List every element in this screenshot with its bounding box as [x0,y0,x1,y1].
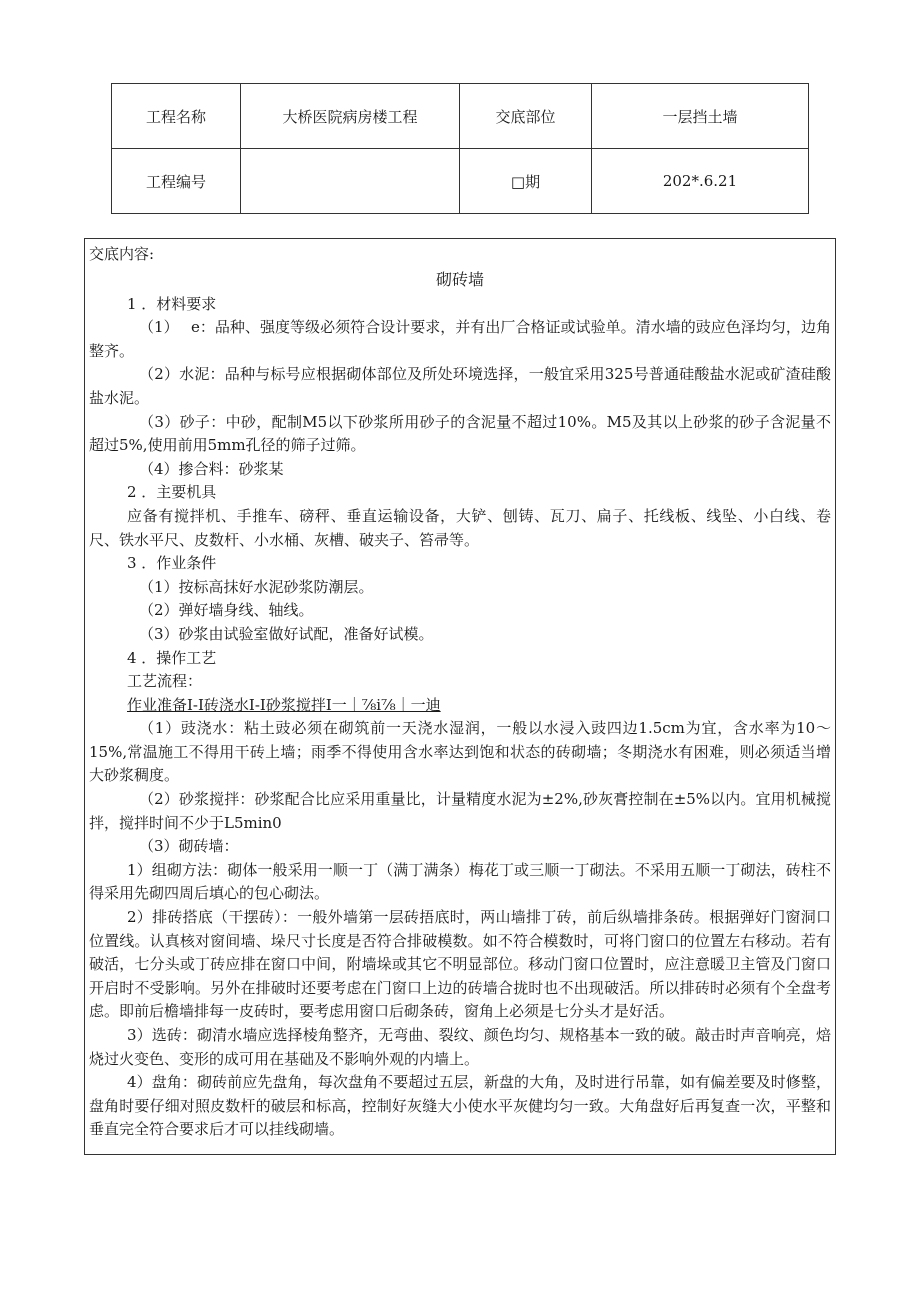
section-heading: 1 ．材料要求 [127,294,217,313]
date-value: 202*.6.21 [592,149,809,214]
paragraph: （3）砂浆由试验室做好试配，准备好试模。 [139,624,434,643]
paragraph: （3）砌砖墙： [139,837,239,856]
section-heading: 3 ．作业条件 [127,554,217,573]
section-heading: 2 ．主要机具 [127,483,217,502]
paragraph: 4）盘角：砌砖前应先盘角，每次盘角不要超过五层，新盘的大角，及时进行吊靠，如有偏差要及时修整，盘角时要仔细对照皮数杆的破层和标高，控制好灰缝大小使水平灰健均匀一致。大角盘好后再复查一次，平整和垂直完全符合要求后才可以挂线砌墙。 [89,1073,831,1139]
paragraph: 应备有搅拌机、手推车、磅秤、垂直运输设备，大铲、刨铸、瓦刀、扁子、托线板、线坠、小白线、卷尺、铁水平尺、皮数杆、小水桶、灰槽、破夹子、笞帚等。 [89,506,831,549]
paragraph: 工艺流程： [127,672,203,691]
project-no-value [241,149,460,214]
project-name-value: 大桥医院病房楼工程 [241,84,460,149]
part-value: 一层挡土墙 [592,84,809,149]
process-flow: 作业准备I-I砖浇水I-I砂浆搅拌I一｜⅞i⅞｜一迪 [127,695,441,714]
part-label: 交底部位 [460,84,592,149]
paragraph: 2）排砖搭底（干摆砖）：一般外墙第一层砖捂底时，两山墙排丁砖，前后纵墙排条砖。根据弹好门窗洞口位置线。认真核对窗间墙、垛尺寸长度是否符合排破模数。如不符合模数时，可将门窗口的位置左右移动。若有破活，七分头或丁砖应排在窗口中间，附墙垛或其它不明显部位。移动门窗口位置时，应注意暖卫主管及门窗口开启时不受影响。另外在排破时还要考虑在门窗口上边的砖墙合拢时也不出现破活。所以排砖时必须有个全盘考虑。即前后檐墙排每一皮砖时，要考虑用窗口后砌条砖，窗角上必须是七分头才是好活。 [89,908,831,1021]
content-heading: 交底内容: [89,245,155,263]
project-no-label: 工程编号 [112,149,241,214]
paragraph: 1）组砌方法：砌体一般采用一顺一丁（满丁满条）梅花丁或三顺一丁砌法。不采用五顺一丁砌法，砖柱不得采用先砌四周后填心的包心砌法。 [89,860,831,903]
table-row [112,84,809,149]
paragraph: （1） e：品种、强度等级必须符合设计要求，并有出厂合格证或试验单。清水墙的豉应色泽均匀，边角整齐。 [89,318,831,360]
paragraph: （1）按标高抹好水泥砂浆防潮层。 [139,577,374,596]
briefing-content [84,238,836,1155]
paragraph: （1）豉浇水：粘土豉必须在砌筑前一天浇水湿润，一般以水浸入豉四边1.5cm为宜，含水率为10～15%,常温施工不得用干砖上墙；雨季不得使用含水率达到饱和状态的砖砌墙；冬期浇水有困难，则必须适当增大砂浆稠度。 [89,719,831,785]
paragraph: 3）选砖：砌清水墙应选择棱角整齐，无弯曲、裂纹、颜色均匀、规格基本一致的破。敲击时声音响亮，焙烧过火变色、变形的成可用在基础及不影响外观的内墙上。 [89,1026,831,1068]
paragraph: （4）掺合料：砂浆某 [139,459,284,478]
paragraph: （2）砂浆搅拌：砂浆配合比应采用重量比，计量精度水泥为±2%,砂灰膏控制在±5%以内。宜用机械搅拌，搅拌时间不少于L5min0 [89,790,831,832]
paragraph: （3）砂子：中砂，配制M5以下砂浆所用砂子的含泥量不超过10%。M5及其以上砂浆的砂子含泥量不超过5%,使用前用5mm孔径的筛子过筛。 [89,412,831,455]
document-title: 砌砖墙 [435,269,484,289]
paragraph: （2）水泥：品种与标号应根据砌体部位及所处环境选择，一般宜采用325号普通硅酸盐水泥或矿渣硅酸盐水泥。 [89,365,831,407]
section-heading: 4 ．操作工艺 [127,648,217,667]
date-label: □期 [460,149,592,214]
project-info-table [111,83,809,214]
table-row [112,149,809,214]
project-name-label: 工程名称 [112,84,241,149]
paragraph: （2）弹好墙身线、轴线。 [139,601,314,620]
